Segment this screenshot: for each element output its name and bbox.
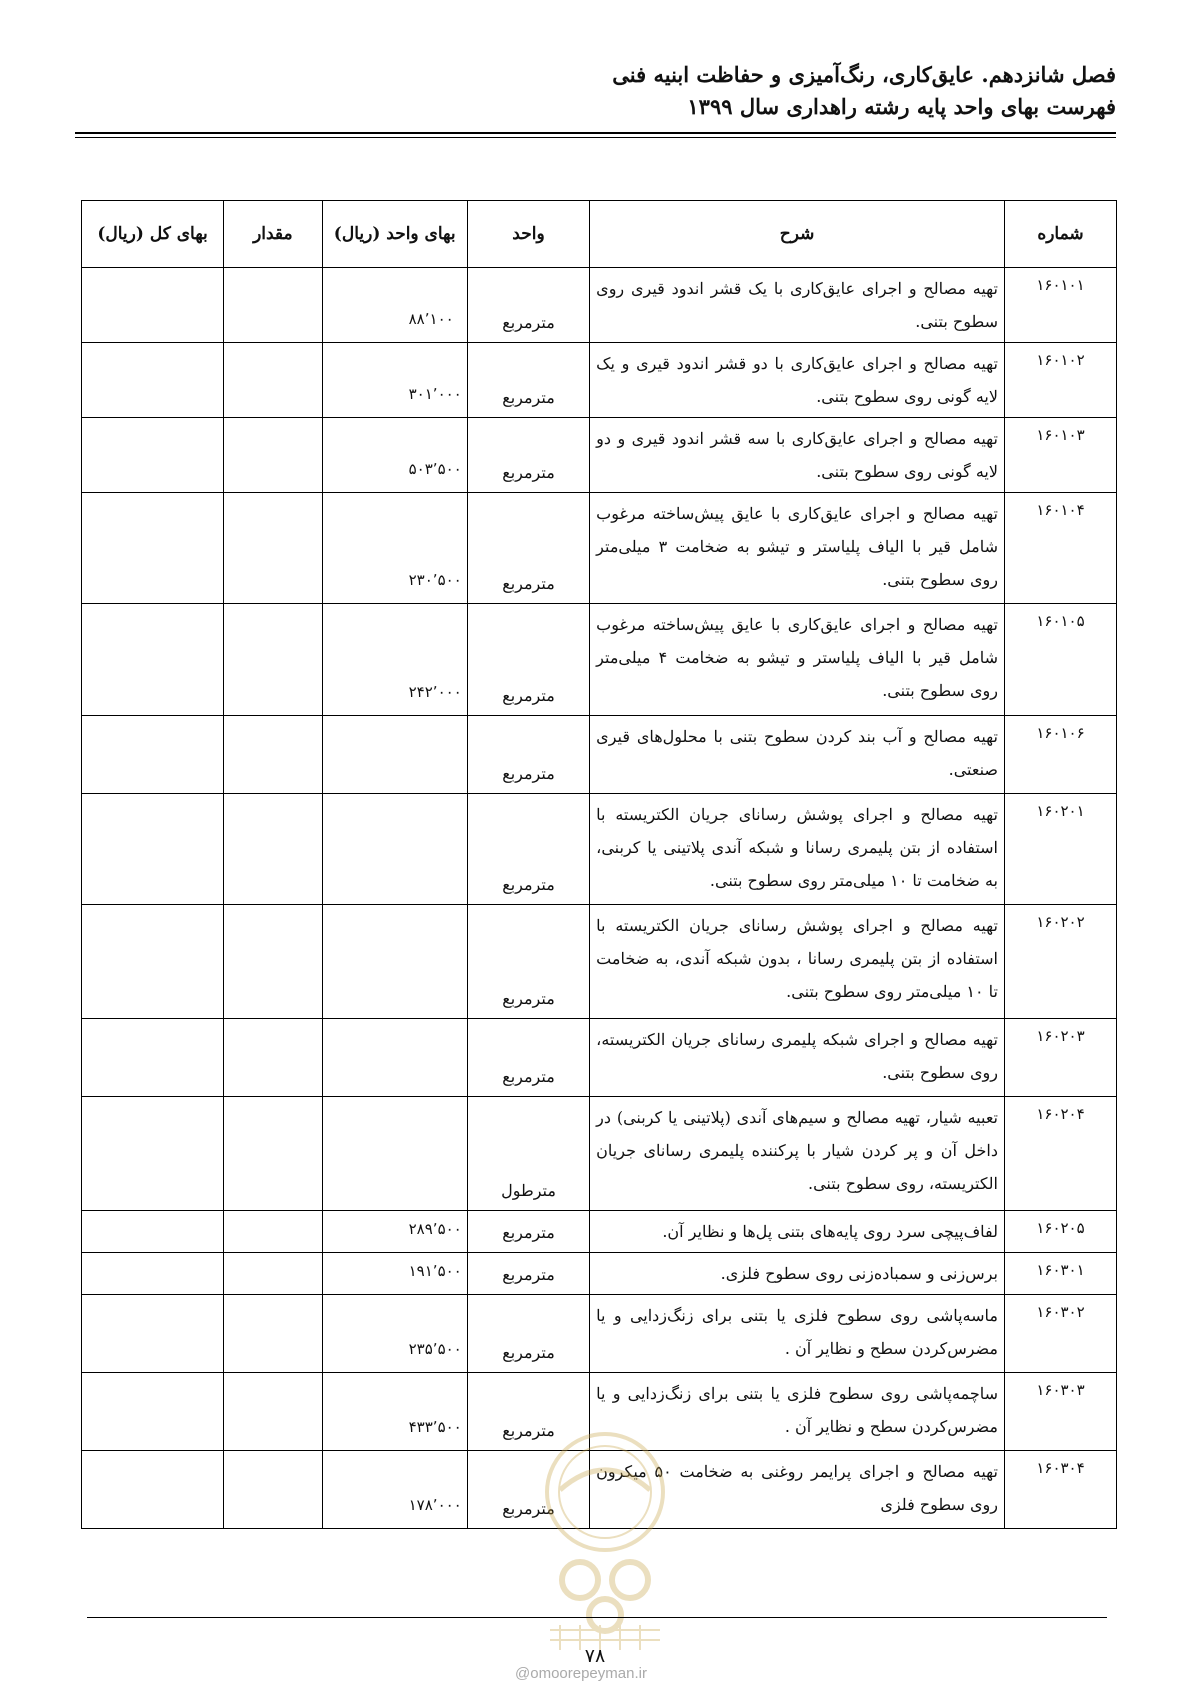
row-quantity xyxy=(224,1097,323,1211)
row-unit: مترمربع xyxy=(467,1211,589,1253)
header-unit-price: بهای واحد (ریال) xyxy=(322,201,467,268)
row-quantity xyxy=(224,604,323,716)
row-quantity xyxy=(224,716,323,794)
row-description: تهیه مصالح و آب بند کردن سطوح بتنی با محلول‌های قیری صنعتی. xyxy=(590,716,1005,794)
row-number: ۱۶۰۲۰۱ xyxy=(1005,794,1117,905)
footer-handle: @omoorepeyman.ir xyxy=(515,1665,647,1682)
row-description: لفاف‌پیچی سرد روی پایه‌های بتنی پل‌ها و نظایر آن. xyxy=(590,1211,1005,1253)
row-quantity xyxy=(224,1451,323,1529)
row-quantity xyxy=(224,1019,323,1097)
page-header xyxy=(76,58,1116,122)
row-unit: مترمربع xyxy=(467,794,589,905)
row-unit-price: ۲۳۵٬۵۰۰ xyxy=(322,1295,467,1373)
row-description: ساچمه‌پاشی روی سطوح فلزی یا بتنی برای زنگ‌زدایی و یا مضرس‌کردن سطح و نظایر آن . xyxy=(590,1373,1005,1451)
table-row xyxy=(82,418,1117,493)
table-row xyxy=(82,1019,1117,1097)
table-row xyxy=(82,604,1117,716)
row-total xyxy=(82,1373,224,1451)
row-description: تعبیه شیار، تهیه مصالح و سیم‌های آندی (پلاتینی یا کربنی) در داخل آن و پر کردن شیار با پرکننده پلیمری رسانای جریان الکتریسته، روی سطوح بتنی. xyxy=(590,1097,1005,1211)
row-description: تهیه مصالح و اجرای پرایمر روغنی به ضخامت ۵۰ میکرون روی سطوح فلزی xyxy=(590,1451,1005,1529)
row-quantity xyxy=(224,268,323,343)
row-total xyxy=(82,794,224,905)
row-total xyxy=(82,1211,224,1253)
row-quantity xyxy=(224,1211,323,1253)
table-row xyxy=(82,493,1117,604)
row-unit-price: ۲۸۹٬۵۰۰ xyxy=(322,1211,467,1253)
row-description: تهیه مصالح و اجرای پوشش رسانای جریان الکتریسته با استفاده از بتن پلیمری رسانا و شبکه آندی پلاتینی یا کربنی، به ضخامت تا ۱۰ میلی‌متر روی سطوح بتنی. xyxy=(590,794,1005,905)
row-quantity xyxy=(224,343,323,418)
header-total-price: بهای کل (ریال) xyxy=(82,201,224,268)
row-description: تهیه مصالح و اجرای عایق‌کاری با عایق پیش‌ساخته مرغوب شامل قیر با الیاف پلیاستر و تیشو به ضخامت ۳ میلی‌متر روی سطوح بتنی. xyxy=(590,493,1005,604)
row-total xyxy=(82,418,224,493)
table-header-row xyxy=(82,201,1117,268)
chapter-title: فصل شانزدهم. عایق‌کاری، رنگ‌آمیزی و حفاظت ابنیه فنی xyxy=(612,62,1116,87)
price-list-title: فهرست بهای واحد پایه رشته راهداری سال ۱۳۹۹ xyxy=(687,94,1116,119)
row-unit: مترمربع xyxy=(467,1019,589,1097)
row-total xyxy=(82,343,224,418)
row-number: ۱۶۰۱۰۱ xyxy=(1005,268,1117,343)
row-unit-price: ۱۷۸٬۰۰۰ xyxy=(322,1451,467,1529)
row-quantity xyxy=(224,418,323,493)
table-row xyxy=(82,1097,1117,1211)
header-description: شرح xyxy=(590,201,1005,268)
row-total xyxy=(82,1253,224,1295)
row-unit-price: ۲۴۲٬۰۰۰ xyxy=(322,604,467,716)
row-description: تهیه مصالح و اجرای پوشش رسانای جریان الکتریسته با استفاده از بتن پلیمری رسانا ، بدون شبکه آندی، به ضخامت تا ۱۰ میلی‌متر روی سطوح بتنی. xyxy=(590,905,1005,1019)
table-row xyxy=(82,905,1117,1019)
row-unit: مترمربع xyxy=(467,1295,589,1373)
table-row xyxy=(82,268,1117,343)
row-unit-price: ۳۰۱٬۰۰۰ xyxy=(322,343,467,418)
header-unit: واحد xyxy=(467,201,589,268)
row-number: ۱۶۰۱۰۲ xyxy=(1005,343,1117,418)
row-unit: مترمربع xyxy=(467,716,589,794)
row-unit-price: ۱۹۱٬۵۰۰ xyxy=(322,1253,467,1295)
header-rule-thin xyxy=(75,137,1116,138)
header-number: شماره xyxy=(1005,201,1117,268)
row-quantity xyxy=(224,1295,323,1373)
row-unit: مترمربع xyxy=(467,493,589,604)
row-quantity xyxy=(224,905,323,1019)
row-unit: مترمربع xyxy=(467,343,589,418)
row-description: تهیه مصالح و اجرای شبکه پلیمری رسانای جریان الکتریسته، روی سطوح بتنی. xyxy=(590,1019,1005,1097)
row-quantity xyxy=(224,1253,323,1295)
row-number: ۱۶۰۱۰۵ xyxy=(1005,604,1117,716)
row-quantity xyxy=(224,493,323,604)
price-table xyxy=(81,200,1117,1529)
row-unit-price: ۲۳۰٬۵۰۰ xyxy=(322,493,467,604)
row-total xyxy=(82,1451,224,1529)
row-unit-price: ۵۰۳٬۵۰۰ xyxy=(322,418,467,493)
row-number: ۱۶۰۳۰۴ xyxy=(1005,1451,1117,1529)
table-row xyxy=(82,1295,1117,1373)
footer-rule xyxy=(87,1617,1107,1618)
row-total xyxy=(82,268,224,343)
row-total xyxy=(82,493,224,604)
row-total xyxy=(82,1097,224,1211)
row-unit: مترمربع xyxy=(467,1253,589,1295)
header-rule-thick xyxy=(75,132,1116,134)
row-unit-price xyxy=(322,1019,467,1097)
row-quantity xyxy=(224,1373,323,1451)
row-unit: مترمربع xyxy=(467,1373,589,1451)
row-description: تهیه مصالح و اجرای عایق‌کاری با عایق پیش‌ساخته مرغوب شامل قیر با الیاف پلیاستر و تیشو به ضخامت ۴ میلی‌متر روی سطوح بتنی. xyxy=(590,604,1005,716)
row-unit: مترمربع xyxy=(467,268,589,343)
row-unit: مترمربع xyxy=(467,418,589,493)
row-unit: مترمربع xyxy=(467,1451,589,1529)
table-row xyxy=(82,343,1117,418)
row-unit-price: ۴۳۳٬۵۰۰ xyxy=(322,1373,467,1451)
row-unit-price xyxy=(322,716,467,794)
row-unit-price xyxy=(322,1097,467,1211)
seal-watermark xyxy=(520,1430,690,1660)
row-number: ۱۶۰۳۰۲ xyxy=(1005,1295,1117,1373)
row-total xyxy=(82,716,224,794)
row-description: تهیه مصالح و اجرای عایق‌کاری با سه قشر اندود قیری و دو لایه گونی روی سطوح بتنی. xyxy=(590,418,1005,493)
row-total xyxy=(82,1019,224,1097)
row-total xyxy=(82,604,224,716)
table-row xyxy=(82,1211,1117,1253)
row-quantity xyxy=(224,794,323,905)
row-description: تهیه مصالح و اجرای عایق‌کاری با دو قشر اندود قیری و یک لایه گونی روی سطوح بتنی. xyxy=(590,343,1005,418)
row-unit: مترمربع xyxy=(467,604,589,716)
row-number: ۱۶۰۱۰۴ xyxy=(1005,493,1117,604)
row-total xyxy=(82,1295,224,1373)
row-description: ماسه‌پاشی روی سطوح فلزی یا بتنی برای زنگ‌زدایی و یا مضرس‌کردن سطح و نظایر آن . xyxy=(590,1295,1005,1373)
row-unit-price: ۸۸٬۱۰۰ xyxy=(322,268,467,343)
row-number: ۱۶۰۳۰۳ xyxy=(1005,1373,1117,1451)
table-row xyxy=(82,1253,1117,1295)
row-unit: مترطول xyxy=(467,1097,589,1211)
row-number: ۱۶۰۳۰۱ xyxy=(1005,1253,1117,1295)
row-total xyxy=(82,905,224,1019)
row-unit-price xyxy=(322,905,467,1019)
page-number: ۷۸ xyxy=(584,1645,606,1667)
row-number: ۱۶۰۱۰۳ xyxy=(1005,418,1117,493)
row-unit: مترمربع xyxy=(467,905,589,1019)
row-number: ۱۶۰۲۰۵ xyxy=(1005,1211,1117,1253)
row-number: ۱۶۰۱۰۶ xyxy=(1005,716,1117,794)
row-description: برس‌زنی و سمباده‌زنی روی سطوح فلزی. xyxy=(590,1253,1005,1295)
row-unit-price xyxy=(322,794,467,905)
row-number: ۱۶۰۲۰۴ xyxy=(1005,1097,1117,1211)
header-quantity: مقدار xyxy=(224,201,323,268)
row-number: ۱۶۰۲۰۳ xyxy=(1005,1019,1117,1097)
row-number: ۱۶۰۲۰۲ xyxy=(1005,905,1117,1019)
row-description: تهیه مصالح و اجرای عایق‌کاری با یک قشر اندود قیری روی سطوح بتنی. xyxy=(590,268,1005,343)
table-row xyxy=(82,716,1117,794)
table-row xyxy=(82,794,1117,905)
